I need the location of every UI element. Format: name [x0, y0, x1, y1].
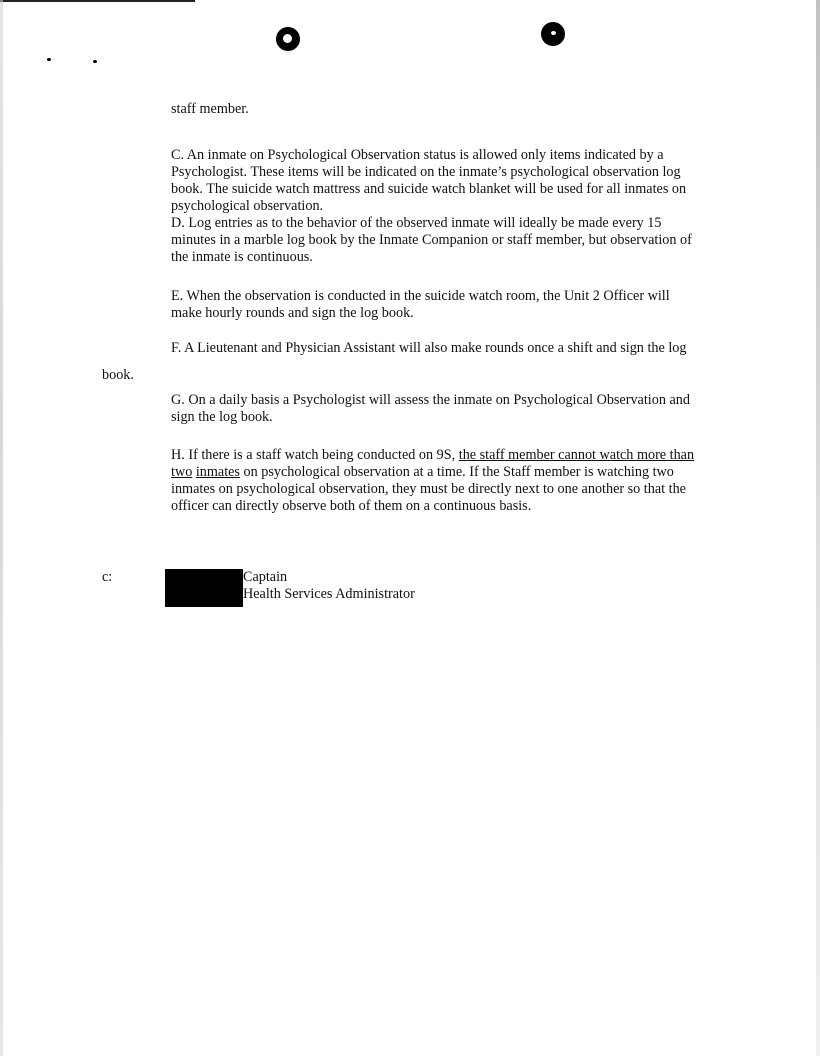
paragraph-f-line: F. A Lieutenant and Physician Assistant will also make rounds once a shift and sign the log [171, 340, 687, 356]
paragraph-h-line [171, 464, 724, 481]
scan-speck [47, 58, 51, 61]
paragraph-h-suffix: on psychological observation at a time. If the Staff member is watching two [239, 464, 674, 480]
paragraph-h-underlined: two [171, 464, 193, 480]
paragraph-h-prefix: H. If there is a staff watch being conducted on 9S, [171, 447, 459, 463]
paragraph-f-wrap: book. [102, 367, 134, 383]
paragraph-d-line: minutes in a marble log book by the Inmate Companion or staff member, but observation of [171, 232, 692, 248]
scan-left-edge [0, 0, 3, 1056]
paragraph-c-line: psychological observation. [171, 198, 324, 214]
paragraph-c-line: book. The suicide watch mattress and suicide watch blanket will be used for all inmates on [171, 181, 687, 197]
cc-recipient-captain: Captain [243, 569, 288, 585]
scan-right-edge [816, 0, 820, 1056]
cc-recipient-hsa: Health Services Administrator [243, 586, 415, 602]
paragraph-h-line: officer can directly observe both of them on a continuous basis. [171, 498, 532, 514]
paragraph-h-line [171, 447, 724, 464]
paragraph-g-line: sign the log book. [171, 409, 273, 425]
paragraph-e-line: E. When the observation is conducted in the suicide watch room, the Unit 2 Officer will [171, 288, 670, 304]
cc-label: c: [102, 569, 113, 585]
paragraph-e-line: make hourly rounds and sign the log book. [171, 305, 414, 321]
continuation-text: staff member. [171, 101, 249, 117]
paragraph-c-line: C. An inmate on Psychological Observation status is allowed only items indicated by a [171, 147, 664, 163]
punch-hole-left-icon [276, 27, 300, 51]
paragraph-g-line: G. On a daily basis a Psychologist will assess the inmate on Psychological Observation and [171, 392, 690, 408]
paragraph-g [171, 392, 724, 426]
paragraph-c [171, 147, 724, 215]
scan-top-rule [0, 0, 195, 2]
scan-speck [93, 60, 97, 63]
paragraph-h [171, 447, 724, 515]
paragraph-d-line: the inmate is continuous. [171, 249, 313, 265]
redaction-block [165, 569, 243, 607]
paragraph-d [171, 215, 724, 266]
paragraph-h-underlined: the staff member cannot watch more than [458, 447, 695, 463]
paragraph-e [171, 288, 724, 322]
paragraph-d-line: D. Log entries as to the behavior of the observed inmate will ideally be made every 15 [171, 215, 662, 231]
punch-hole-right-icon [541, 22, 565, 46]
paragraph-h-line: inmates on psychological observation, they must be directly next to one another so that the [171, 481, 686, 497]
paragraph-c-line: Psychologist. These items will be indicated on the inmate’s psychological observation log [171, 164, 681, 180]
paragraph-f [171, 340, 724, 357]
paragraph-h-underlined: inmates [195, 464, 240, 480]
